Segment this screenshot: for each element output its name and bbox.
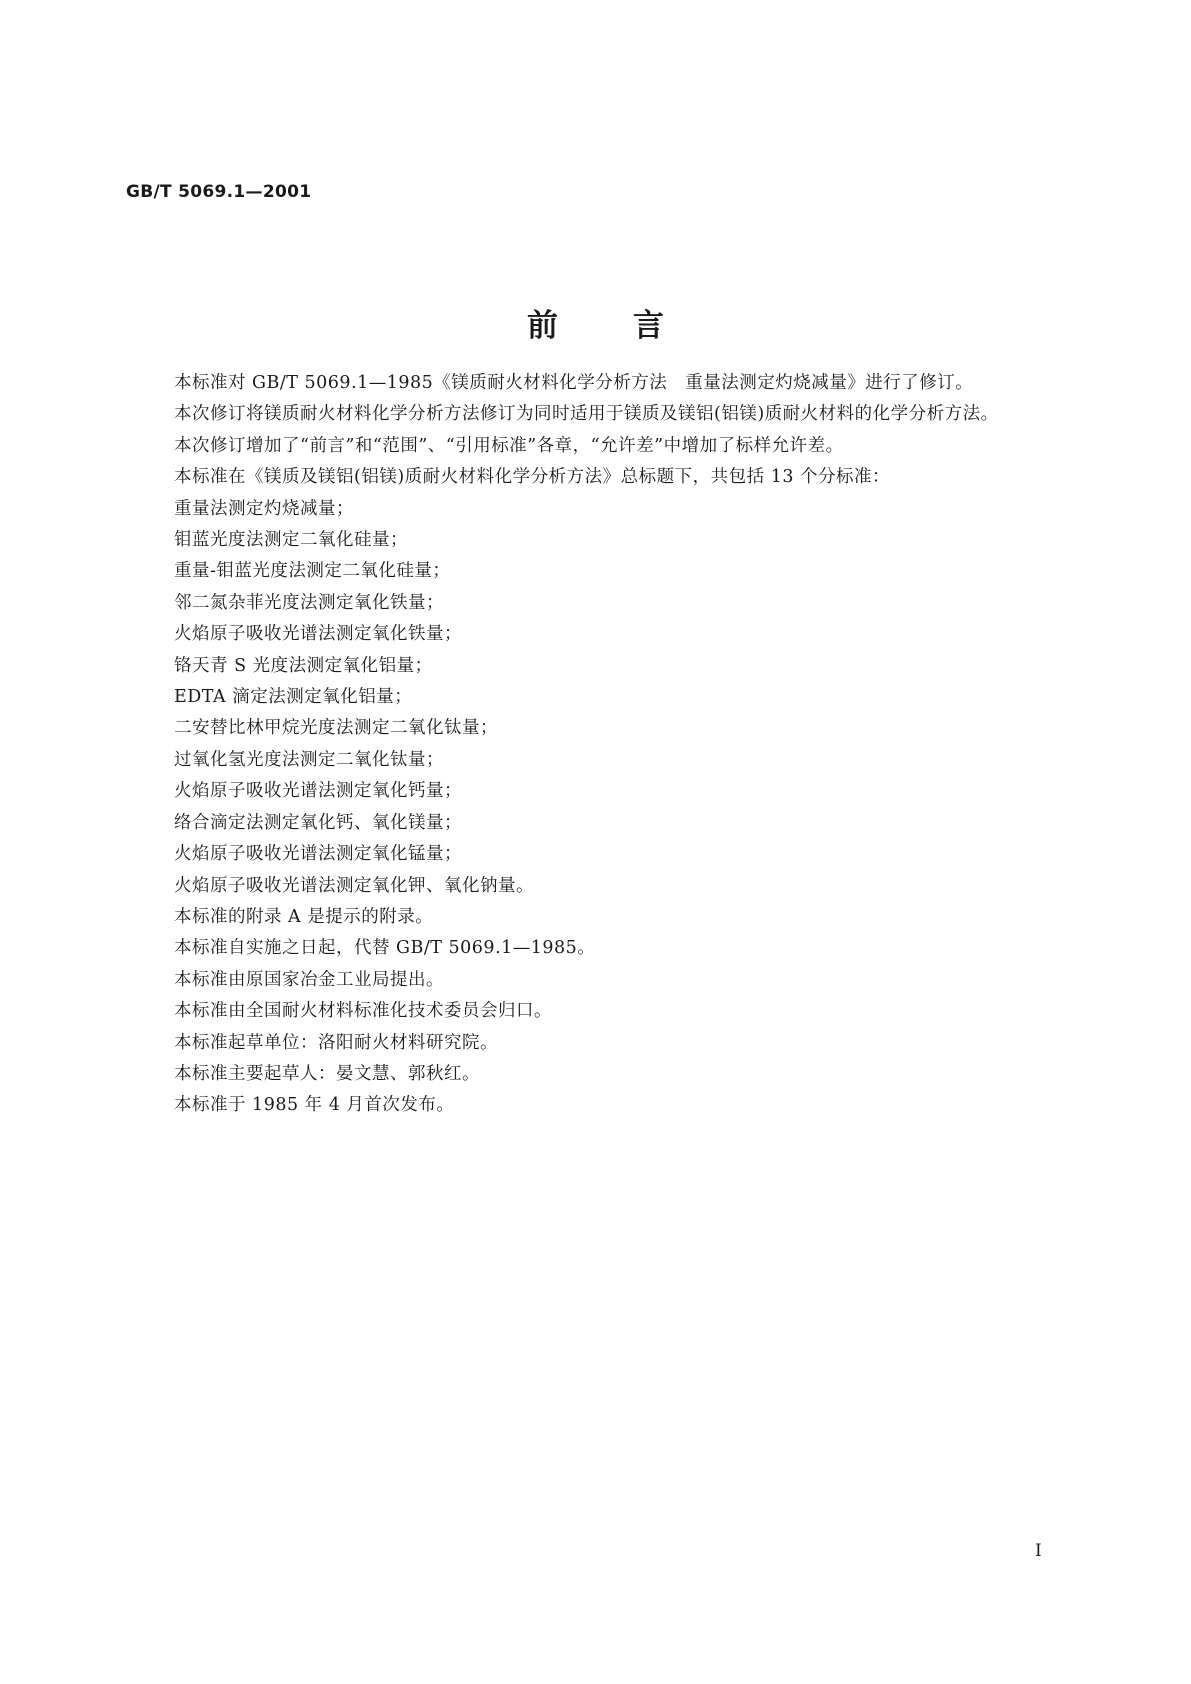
- list-item: 铬天青 S 光度法测定氧化铝量；: [174, 655, 433, 676]
- paragraph: 本标准自实施之日起，代替 GB/T 5069.1—1985。: [174, 938, 596, 959]
- paragraph: 本标准在《镁质及镁铝(铝镁)质耐火材料化学分析方法》总标题下，共包括 13 个分标准：: [174, 467, 891, 488]
- paragraph: 本标准由全国耐火材料标准化技术委员会归口。: [174, 1001, 552, 1022]
- list-item: 重量-钼蓝光度法测定二氧化硅量；: [174, 561, 451, 582]
- list-item: 火焰原子吸收光谱法测定氧化锰量；: [174, 844, 462, 865]
- list-item: 邻二氮杂菲光度法测定氧化铁量；: [174, 592, 444, 613]
- list-item: 过氧化氢光度法测定二氧化钛量；: [174, 749, 444, 770]
- paragraph: 本标准对 GB/T 5069.1—1985《镁质耐火材料化学分析方法 重量法测定灼烧减量》进行了修订。: [174, 373, 974, 393]
- list-item: 二安替比林甲烷光度法测定二氧化钛量；: [174, 718, 498, 739]
- paragraph: 本标准于 1985 年 4 月首次发布。: [174, 1095, 455, 1116]
- standard-code: GB/T 5069.1—2001: [126, 182, 312, 202]
- paragraph: 本标准主要起草人：晏文慧、郭秋红。: [174, 1063, 480, 1084]
- paragraph: 本标准起草单位：洛阳耐火材料研究院。: [174, 1032, 498, 1053]
- list-item: EDTA 滴定法测定氧化铝量；: [174, 687, 413, 708]
- paragraph: 本标准的附录 A 是提示的附录。: [174, 906, 434, 927]
- preface-body: [122, 368, 1072, 1122]
- paragraph: 本次修订将镁质耐火材料化学分析方法修订为同时适用于镁质及镁铝(铝镁)质耐火材料的化学分析方法。: [174, 404, 999, 425]
- page-title: 前言: [527, 308, 739, 344]
- paragraph: 本标准由原国家冶金工业局提出。: [174, 969, 444, 990]
- list-item: 火焰原子吸收光谱法测定氧化钾、氧化钠量。: [174, 875, 534, 896]
- list-item: 火焰原子吸收光谱法测定氧化铁量；: [174, 624, 462, 645]
- paragraph: 本次修订增加了“前言”和“范围”、“引用标准”各章，“允许差”中增加了标样允许差。: [174, 435, 844, 456]
- list-item: 火焰原子吸收光谱法测定氧化钙量；: [174, 781, 462, 802]
- list-item: 络合滴定法测定氧化钙、氧化镁量；: [174, 812, 462, 833]
- list-item: 重量法测定灼烧减量；: [174, 498, 354, 519]
- page-number: I: [1035, 1541, 1042, 1561]
- list-item: 钼蓝光度法测定二氧化硅量；: [174, 530, 408, 551]
